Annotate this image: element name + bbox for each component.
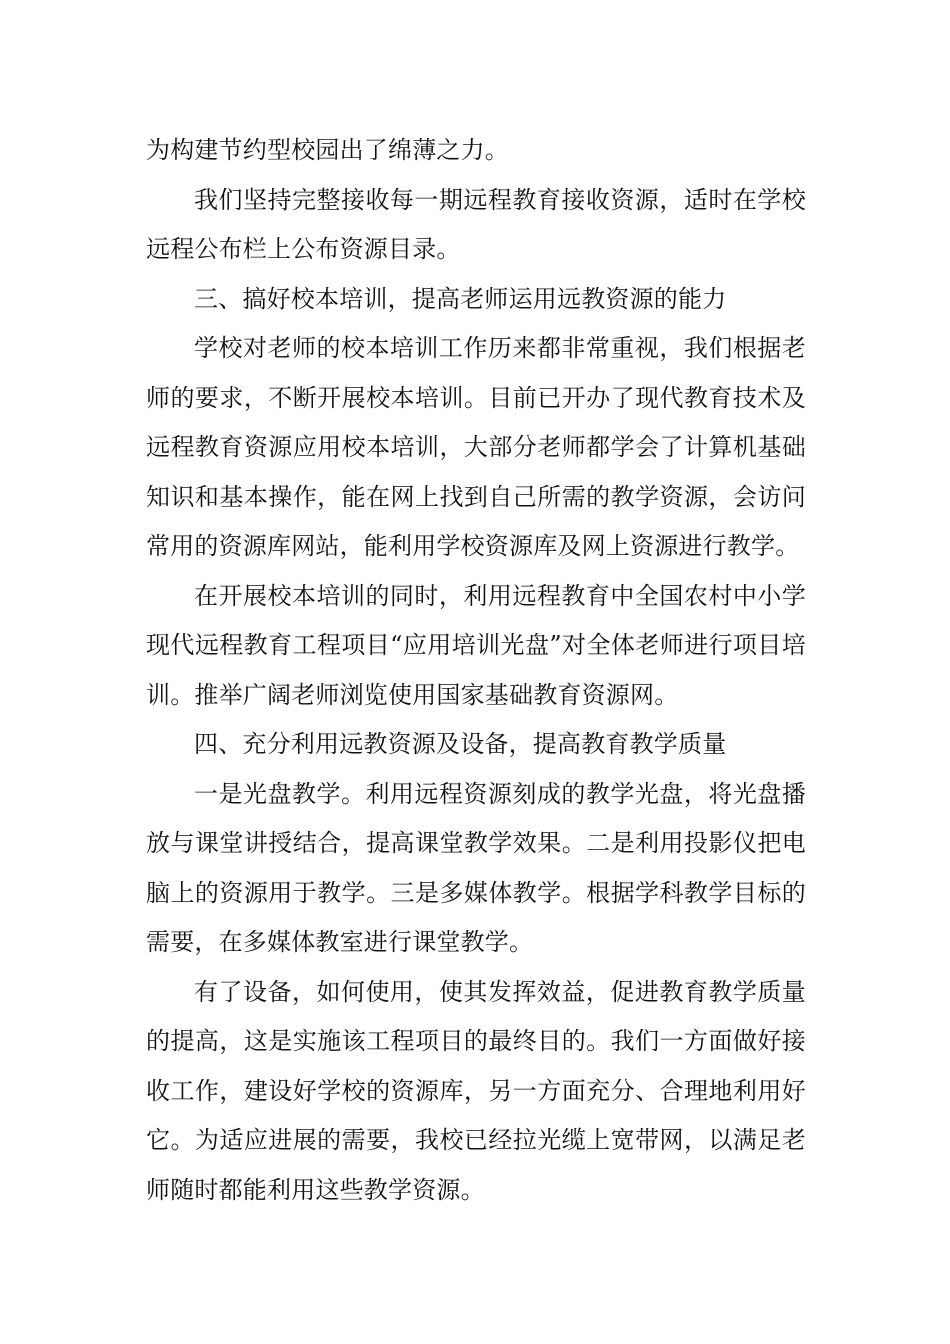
- paragraph-teaching-methods: 一是光盘教学。利用远程资源刻成的教学光盘，将光盘播放与课堂讲授结合，提高课堂教学效果。二是利用投影仪把电脑上的资源用于教学。三是多媒体教学。根据学科教学目标的需要，在多媒体教室进行课堂教学。: [146, 779, 806, 956]
- paragraph-project-training: 在开展校本培训的同时，利用远程教育中全国农村中小学现代远程教育工程项目“应用培训光盘”对全体老师进行项目培训。推举广阔老师浏览使用国家基础教育资源网。: [146, 581, 806, 709]
- section-heading-school-training: 三、搞好校本培训，提高老师运用远教资源的能力: [194, 284, 727, 313]
- section-heading-teaching-quality: 四、充分利用远教资源及设备，提高教育教学质量: [194, 730, 727, 758]
- document-body: [146, 126, 806, 1215]
- paragraph-continuation: 为构建节约型校园出了绵薄之力。: [146, 136, 509, 164]
- paragraph-equipment-use: 有了设备，如何使用，使其发挥效益，促进教育教学质量的提高，这是实施该工程项目的最终目的。我们一方面做好接收工作，建设好学校的资源库，另一方面充分、合理地利用好它。为适应进展的需要，我校已经拉光缆上宽带网，以满足老师随时都能利用这些教学资源。: [146, 977, 806, 1204]
- paragraph-resource-reception: 我们坚持完整接收每一期远程教育接收资源，适时在学校远程公布栏上公布资源目录。: [146, 185, 806, 263]
- paragraph-school-training: 学校对老师的校本培训工作历来都非常重视，我们根据老师的要求，不断开展校本培训。目前已开办了现代教育技术及远程教育资源应用校本培训，大部分老师都学会了计算机基础知识和基本操作，能在网上找到自己所需的教学资源，会访问常用的资源库网站，能利用学校资源库及网上资源进行教学。: [146, 334, 806, 560]
